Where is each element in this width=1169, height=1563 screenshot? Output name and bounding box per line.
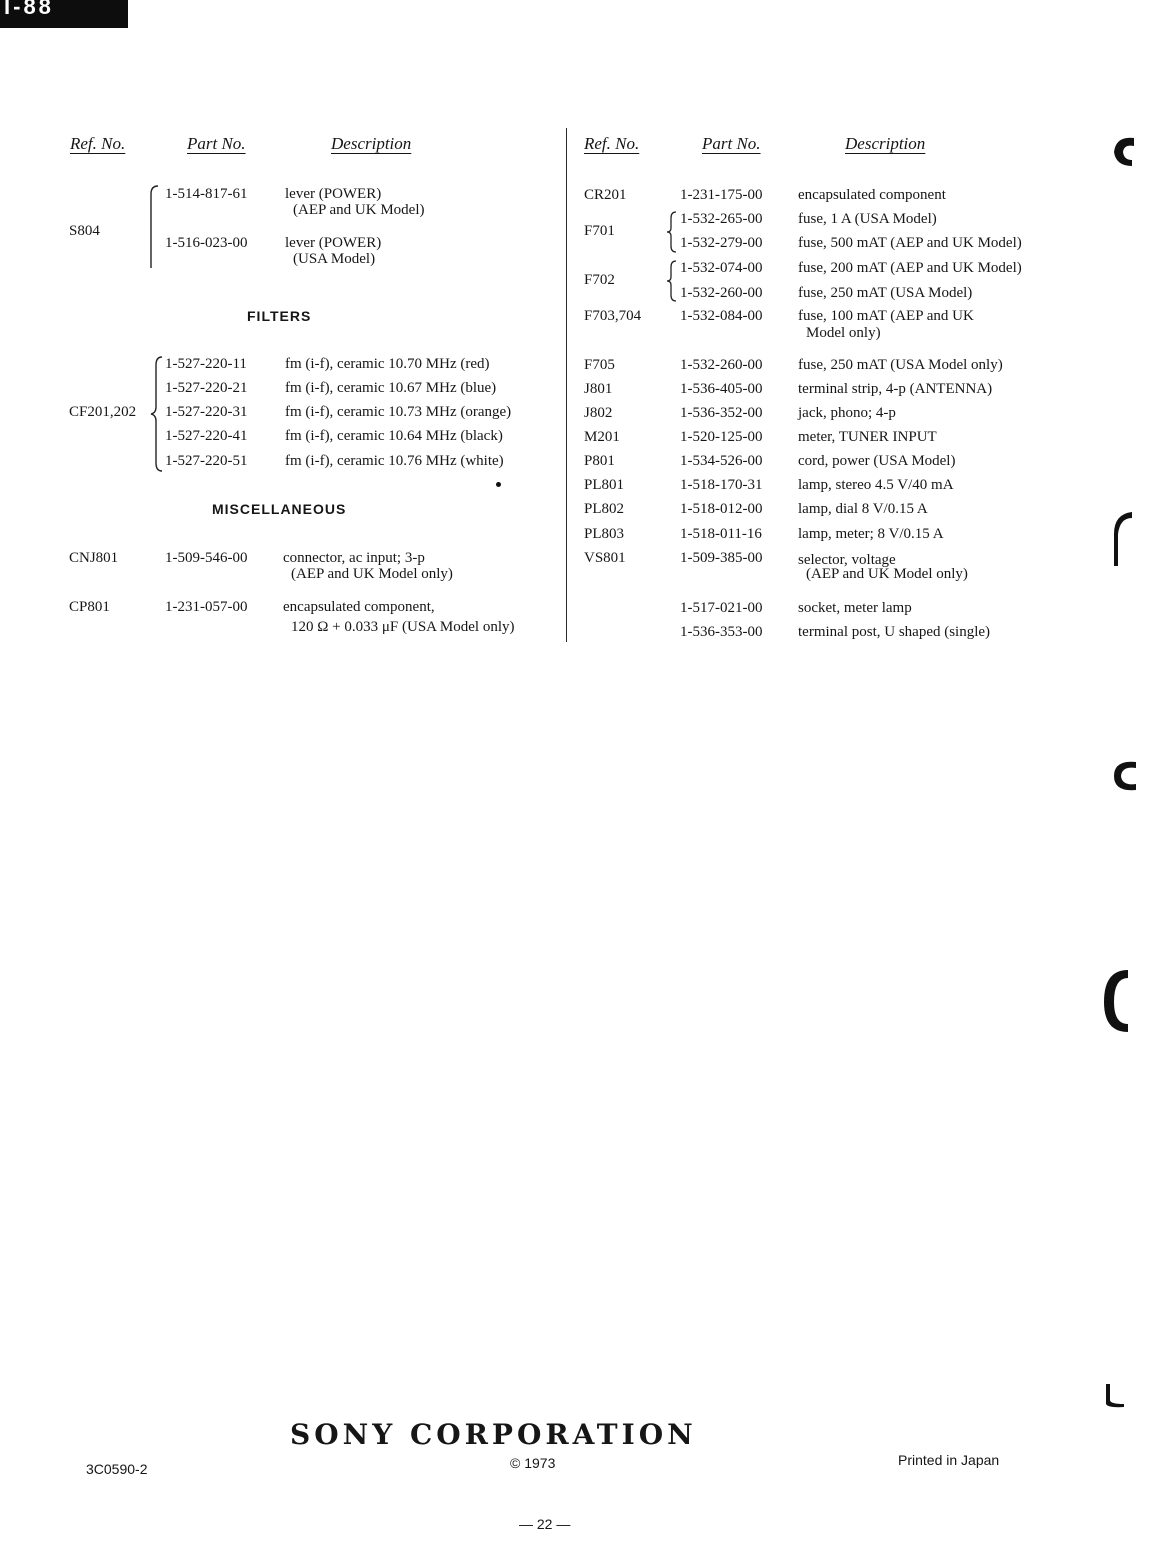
binder-hole-mark: [1108, 504, 1144, 584]
desc-terminal-post: terminal post, U shaped (single): [798, 624, 991, 640]
part-f705: 1-532-260-00: [680, 357, 763, 373]
part-cr201: 1-231-175-00: [680, 187, 763, 203]
ref-f705: F705: [584, 357, 615, 373]
brace-f702: [666, 259, 678, 303]
desc-f701-1: fuse, 1 A (USA Model): [798, 211, 937, 227]
binder-hole-mark: [1100, 1380, 1136, 1412]
ref-vs801: VS801: [584, 550, 626, 566]
part-pl801: 1-518-170-31: [680, 477, 763, 493]
desc-j802: jack, phono; 4-p: [798, 405, 896, 421]
footer-doc-code: 3C0590-2: [86, 1461, 148, 1477]
desc-cnj801-line1: connector, ac input; 3-p: [283, 550, 425, 566]
desc-j801: terminal strip, 4-p (ANTENNA): [798, 381, 993, 397]
desc-f703-line1: fuse, 100 mAT (AEP and UK: [798, 308, 974, 324]
part-f702-2: 1-532-260-00: [680, 285, 763, 301]
desc-s804-1-line1: lever (POWER): [285, 186, 382, 202]
footer-printed: Printed in Japan: [898, 1452, 1000, 1468]
part-cp801: 1-231-057-00: [165, 599, 248, 615]
desc-cp801-line2: 120 Ω + 0.033 μF (USA Model only): [291, 619, 515, 635]
footer-copyright: © 1973: [510, 1455, 556, 1471]
part-cf-1: 1-527-220-11: [165, 356, 247, 372]
desc-cf-4: fm (i-f), ceramic 10.64 MHz (black): [285, 428, 503, 444]
desc-cp801-line1: encapsulated component,: [283, 599, 435, 615]
header-desc-right: Description: [845, 134, 926, 153]
ref-cr201: CR201: [584, 187, 627, 203]
brace-s804: [146, 184, 160, 272]
footer-page-number: — 22 —: [519, 1516, 571, 1532]
ref-pl802: PL802: [584, 501, 625, 517]
desc-cf-3: fm (i-f), ceramic 10.73 MHz (orange): [285, 404, 512, 420]
ref-cf201: CF201,202: [69, 404, 137, 420]
part-socket: 1-517-021-00: [680, 600, 763, 616]
desc-f702-2: fuse, 250 mAT (USA Model): [798, 285, 973, 301]
section-title-miscellaneous: MISCELLANEOUS: [212, 501, 347, 517]
ref-f702: F702: [584, 272, 615, 288]
part-f701-1: 1-532-265-00: [680, 211, 763, 227]
desc-s804-2-line2: (USA Model): [293, 251, 376, 267]
part-f702-1: 1-532-074-00: [680, 260, 763, 276]
corner-tab-label: I-88: [4, 0, 54, 19]
desc-vs801-line2: (AEP and UK Model only): [806, 566, 968, 582]
ref-j802: J802: [584, 405, 613, 421]
part-m201: 1-520-125-00: [680, 429, 763, 445]
desc-socket: socket, meter lamp: [798, 600, 912, 616]
ref-s804: S804: [69, 223, 100, 239]
desc-pl803: lamp, meter; 8 V/0.15 A: [798, 526, 944, 542]
part-j801: 1-536-405-00: [680, 381, 763, 397]
footer-brand: SONY CORPORATION: [290, 1418, 697, 1451]
ref-pl801: PL801: [584, 477, 625, 493]
ref-pl803: PL803: [584, 526, 625, 542]
desc-cnj801-line2: (AEP and UK Model only): [291, 566, 453, 582]
desc-m201: meter, TUNER INPUT: [798, 429, 937, 445]
part-vs801: 1-509-385-00: [680, 550, 763, 566]
brace-f701: [666, 210, 678, 254]
corner-tab: [0, 0, 128, 28]
column-divider: [566, 128, 567, 642]
part-p801: 1-534-526-00: [680, 453, 763, 469]
part-s804-1: 1-514-817-61: [165, 186, 248, 202]
header-part-right: Part No.: [702, 134, 761, 153]
ref-f703: F703,704: [584, 308, 642, 324]
part-f703: 1-532-084-00: [680, 308, 763, 324]
section-title-filters: FILTERS: [247, 308, 312, 324]
header-ref-right: Ref. No.: [584, 134, 640, 153]
desc-f705: fuse, 250 mAT (USA Model only): [798, 357, 1003, 373]
part-terminal-post: 1-536-353-00: [680, 624, 763, 640]
ref-cnj801: CNJ801: [69, 550, 119, 566]
part-cf-2: 1-527-220-21: [165, 380, 248, 396]
header-part-left: Part No.: [187, 134, 246, 153]
part-cf-3: 1-527-220-31: [165, 404, 248, 420]
desc-cf-5: fm (i-f), ceramic 10.76 MHz (white): [285, 453, 504, 469]
ref-j801: J801: [584, 381, 613, 397]
desc-p801: cord, power (USA Model): [798, 453, 956, 469]
header-ref-left: Ref. No.: [70, 134, 126, 153]
header-desc-left: Description: [331, 134, 412, 153]
desc-s804-2-line1: lever (POWER): [285, 235, 382, 251]
binder-hole-mark: [1098, 966, 1138, 1038]
desc-cf-1: fm (i-f), ceramic 10.70 MHz (red): [285, 356, 490, 372]
desc-cr201: encapsulated component: [798, 187, 946, 203]
desc-s804-1-line2: (AEP and UK Model): [293, 202, 425, 218]
ref-f701: F701: [584, 223, 615, 239]
part-f701-2: 1-532-279-00: [680, 235, 763, 251]
part-cf-5: 1-527-220-51: [165, 453, 248, 469]
binder-hole-mark: [1108, 132, 1144, 172]
desc-pl801: lamp, stereo 4.5 V/40 mA: [798, 477, 954, 493]
desc-pl802: lamp, dial 8 V/0.15 A: [798, 501, 928, 517]
desc-f703-line2: Model only): [806, 325, 881, 341]
ref-p801: P801: [584, 453, 615, 469]
desc-vs801-line1: selector, voltage: [798, 552, 896, 568]
desc-f701-2: fuse, 500 mAT (AEP and UK Model): [798, 235, 1022, 251]
ref-cp801: CP801: [69, 599, 110, 615]
part-j802: 1-536-352-00: [680, 405, 763, 421]
desc-cf-2: fm (i-f), ceramic 10.67 MHz (blue): [285, 380, 497, 396]
print-dot: [496, 482, 501, 487]
part-pl803: 1-518-011-16: [680, 526, 762, 542]
brace-cf201: [150, 355, 164, 473]
desc-f702-1: fuse, 200 mAT (AEP and UK Model): [798, 260, 1022, 276]
part-cnj801: 1-509-546-00: [165, 550, 248, 566]
ref-m201: M201: [584, 429, 620, 445]
part-s804-2: 1-516-023-00: [165, 235, 248, 251]
part-cf-4: 1-527-220-41: [165, 428, 248, 444]
part-pl802: 1-518-012-00: [680, 501, 763, 517]
binder-hole-mark: [1108, 756, 1144, 796]
